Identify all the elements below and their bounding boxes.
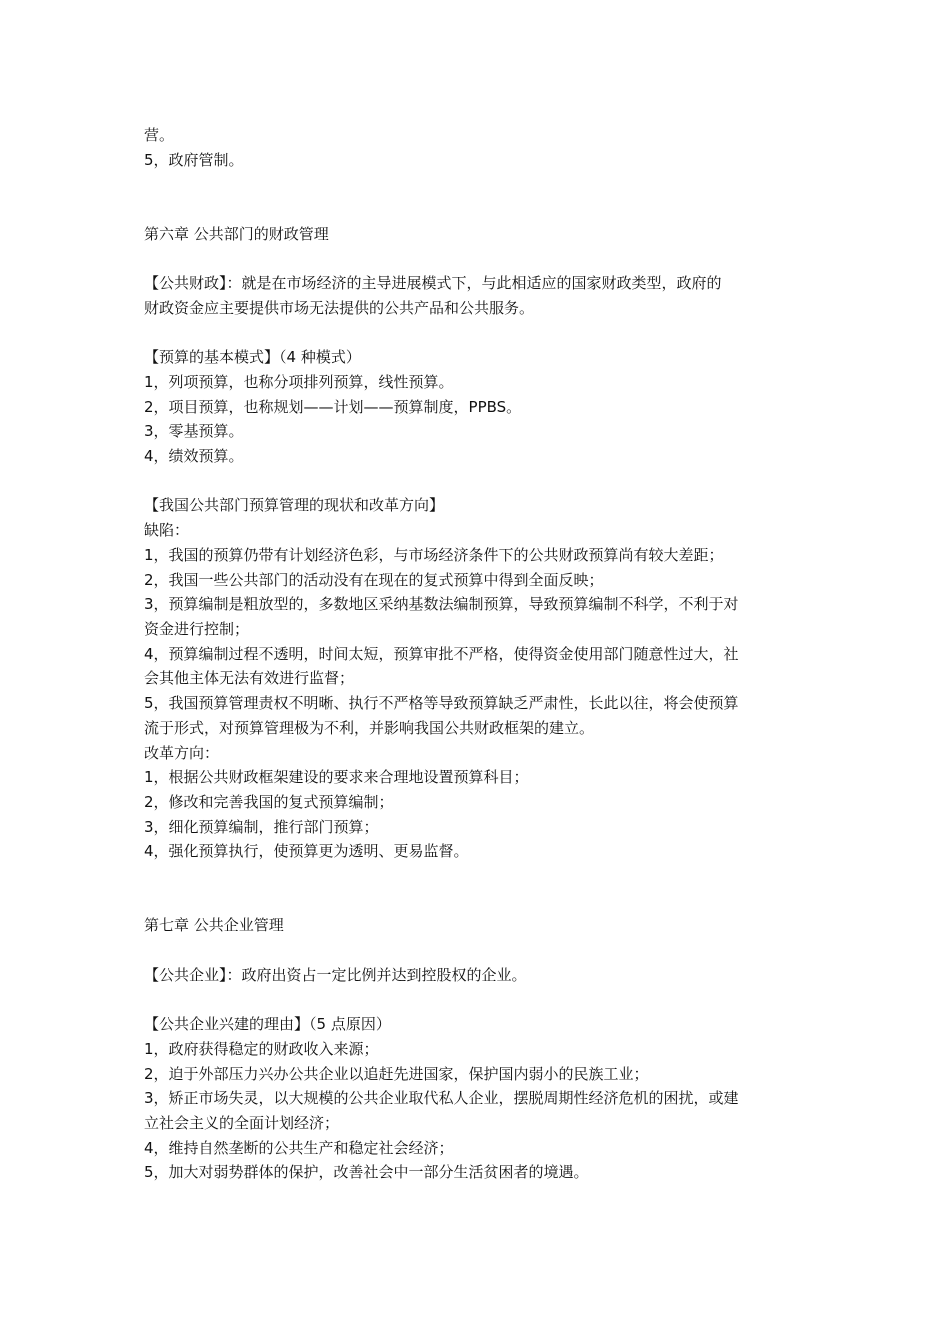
chapter7-title: 第七章 公共企业管理 xyxy=(144,916,284,935)
public-enterprise-definition: 【公共企业】：政府出资占一定比例并达到控股权的企业。 xyxy=(144,965,527,984)
reform-heading: 【我国公共部门预算管理的现状和改革方向】 xyxy=(144,496,445,515)
reason-line: 3，矫正市场失灵，以大规模的公共企业取代私人企业，摆脱周期性经济危机的困扰，或建 xyxy=(144,1089,739,1108)
reform-direction-label: 改革方向： xyxy=(144,743,220,762)
defects-label: 缺陷： xyxy=(144,521,190,540)
reason-line: 5，加大对弱势群体的保护，改善社会中一部分生活贫困者的境遇。 xyxy=(144,1163,589,1182)
defect-line: 3，预算编制是粗放型的，多数地区采纳基数法编制预算，导致预算编制不科学，不利于对 xyxy=(144,595,739,614)
spacer xyxy=(144,247,814,272)
reform-direction-item: 1，根据公共财政框架建设的要求来合理地设置预算科目； xyxy=(144,768,529,787)
spacer xyxy=(144,469,814,494)
reform-direction-item: 2，修改和完善我国的复式预算编制； xyxy=(144,792,394,811)
reason-line: 2，迫于外部压力兴办公共企业以追赶先进国家，保护国内弱小的民族工业； xyxy=(144,1064,649,1083)
reason-line: 1，政府获得稳定的财政收入来源； xyxy=(144,1039,379,1058)
defect-line: 4，预算编制过程不透明，时间太短，预算审批不严格，使得资金使用部门随意性过大，社 xyxy=(144,644,739,663)
spacer xyxy=(144,988,814,1013)
defect-line: 2，我国一些公共部门的活动没有在现在的复式预算中得到全面反映； xyxy=(144,570,604,589)
budget-mode-item: 3，零基预算。 xyxy=(144,422,244,441)
public-finance-definition-line-1: 【公共财政】：就是在市场经济的主导进展模式下，与此相适应的国家财政类型，政府的 xyxy=(144,274,722,293)
defect-line: 资金进行控制； xyxy=(144,620,250,638)
intro-line-1: 营。 xyxy=(144,126,175,144)
reason-line: 4，维持自然垄断的公共生产和稳定社会经济； xyxy=(144,1138,454,1157)
budget-modes-heading: 【预算的基本模式】（4 种模式） xyxy=(144,348,361,367)
defect-line: 流于形式，对预算管理极为不利，并影响我国公共财政框架的建立。 xyxy=(144,718,595,737)
reform-direction-item: 4，强化预算执行，使预算更为透明、更易监督。 xyxy=(144,842,469,861)
defect-line: 会其他主体无法有效进行监督； xyxy=(144,669,355,688)
defect-line: 1，我国的预算仍带有计划经济色彩，与市场经济条件下的公共财政预算尚有较大差距； xyxy=(144,545,724,564)
spacer xyxy=(144,172,814,221)
reasons-heading: 【公共企业兴建的理由】（5 点原因） xyxy=(144,1015,391,1034)
reform-direction-item: 3，细化预算编制，推行部门预算； xyxy=(144,817,379,836)
public-finance-definition-line-2: 财政资金应主要提供市场无法提供的公共产品和公共服务。 xyxy=(144,298,535,317)
chapter6-title: 第六章 公共部门的财政管理 xyxy=(144,224,329,243)
defect-line: 5，我国预算管理责权不明晰、执行不严格等导致预算缺乏严肃性，长此以往，将会使预算 xyxy=(144,694,739,713)
spacer xyxy=(144,321,814,346)
intro-line-2: 5，政府管制。 xyxy=(144,150,244,169)
budget-mode-item: 4，绩效预算。 xyxy=(144,447,244,466)
spacer xyxy=(144,938,814,963)
reason-line: 立社会主义的全面计划经济； xyxy=(144,1114,340,1133)
budget-mode-item: 1，列项预算，也称分项排列预算，线性预算。 xyxy=(144,372,454,391)
spacer xyxy=(144,864,814,913)
document-page xyxy=(144,123,814,1185)
budget-mode-item: 2，项目预算，也称规划——计划——预算制度，PPBS。 xyxy=(144,397,522,416)
